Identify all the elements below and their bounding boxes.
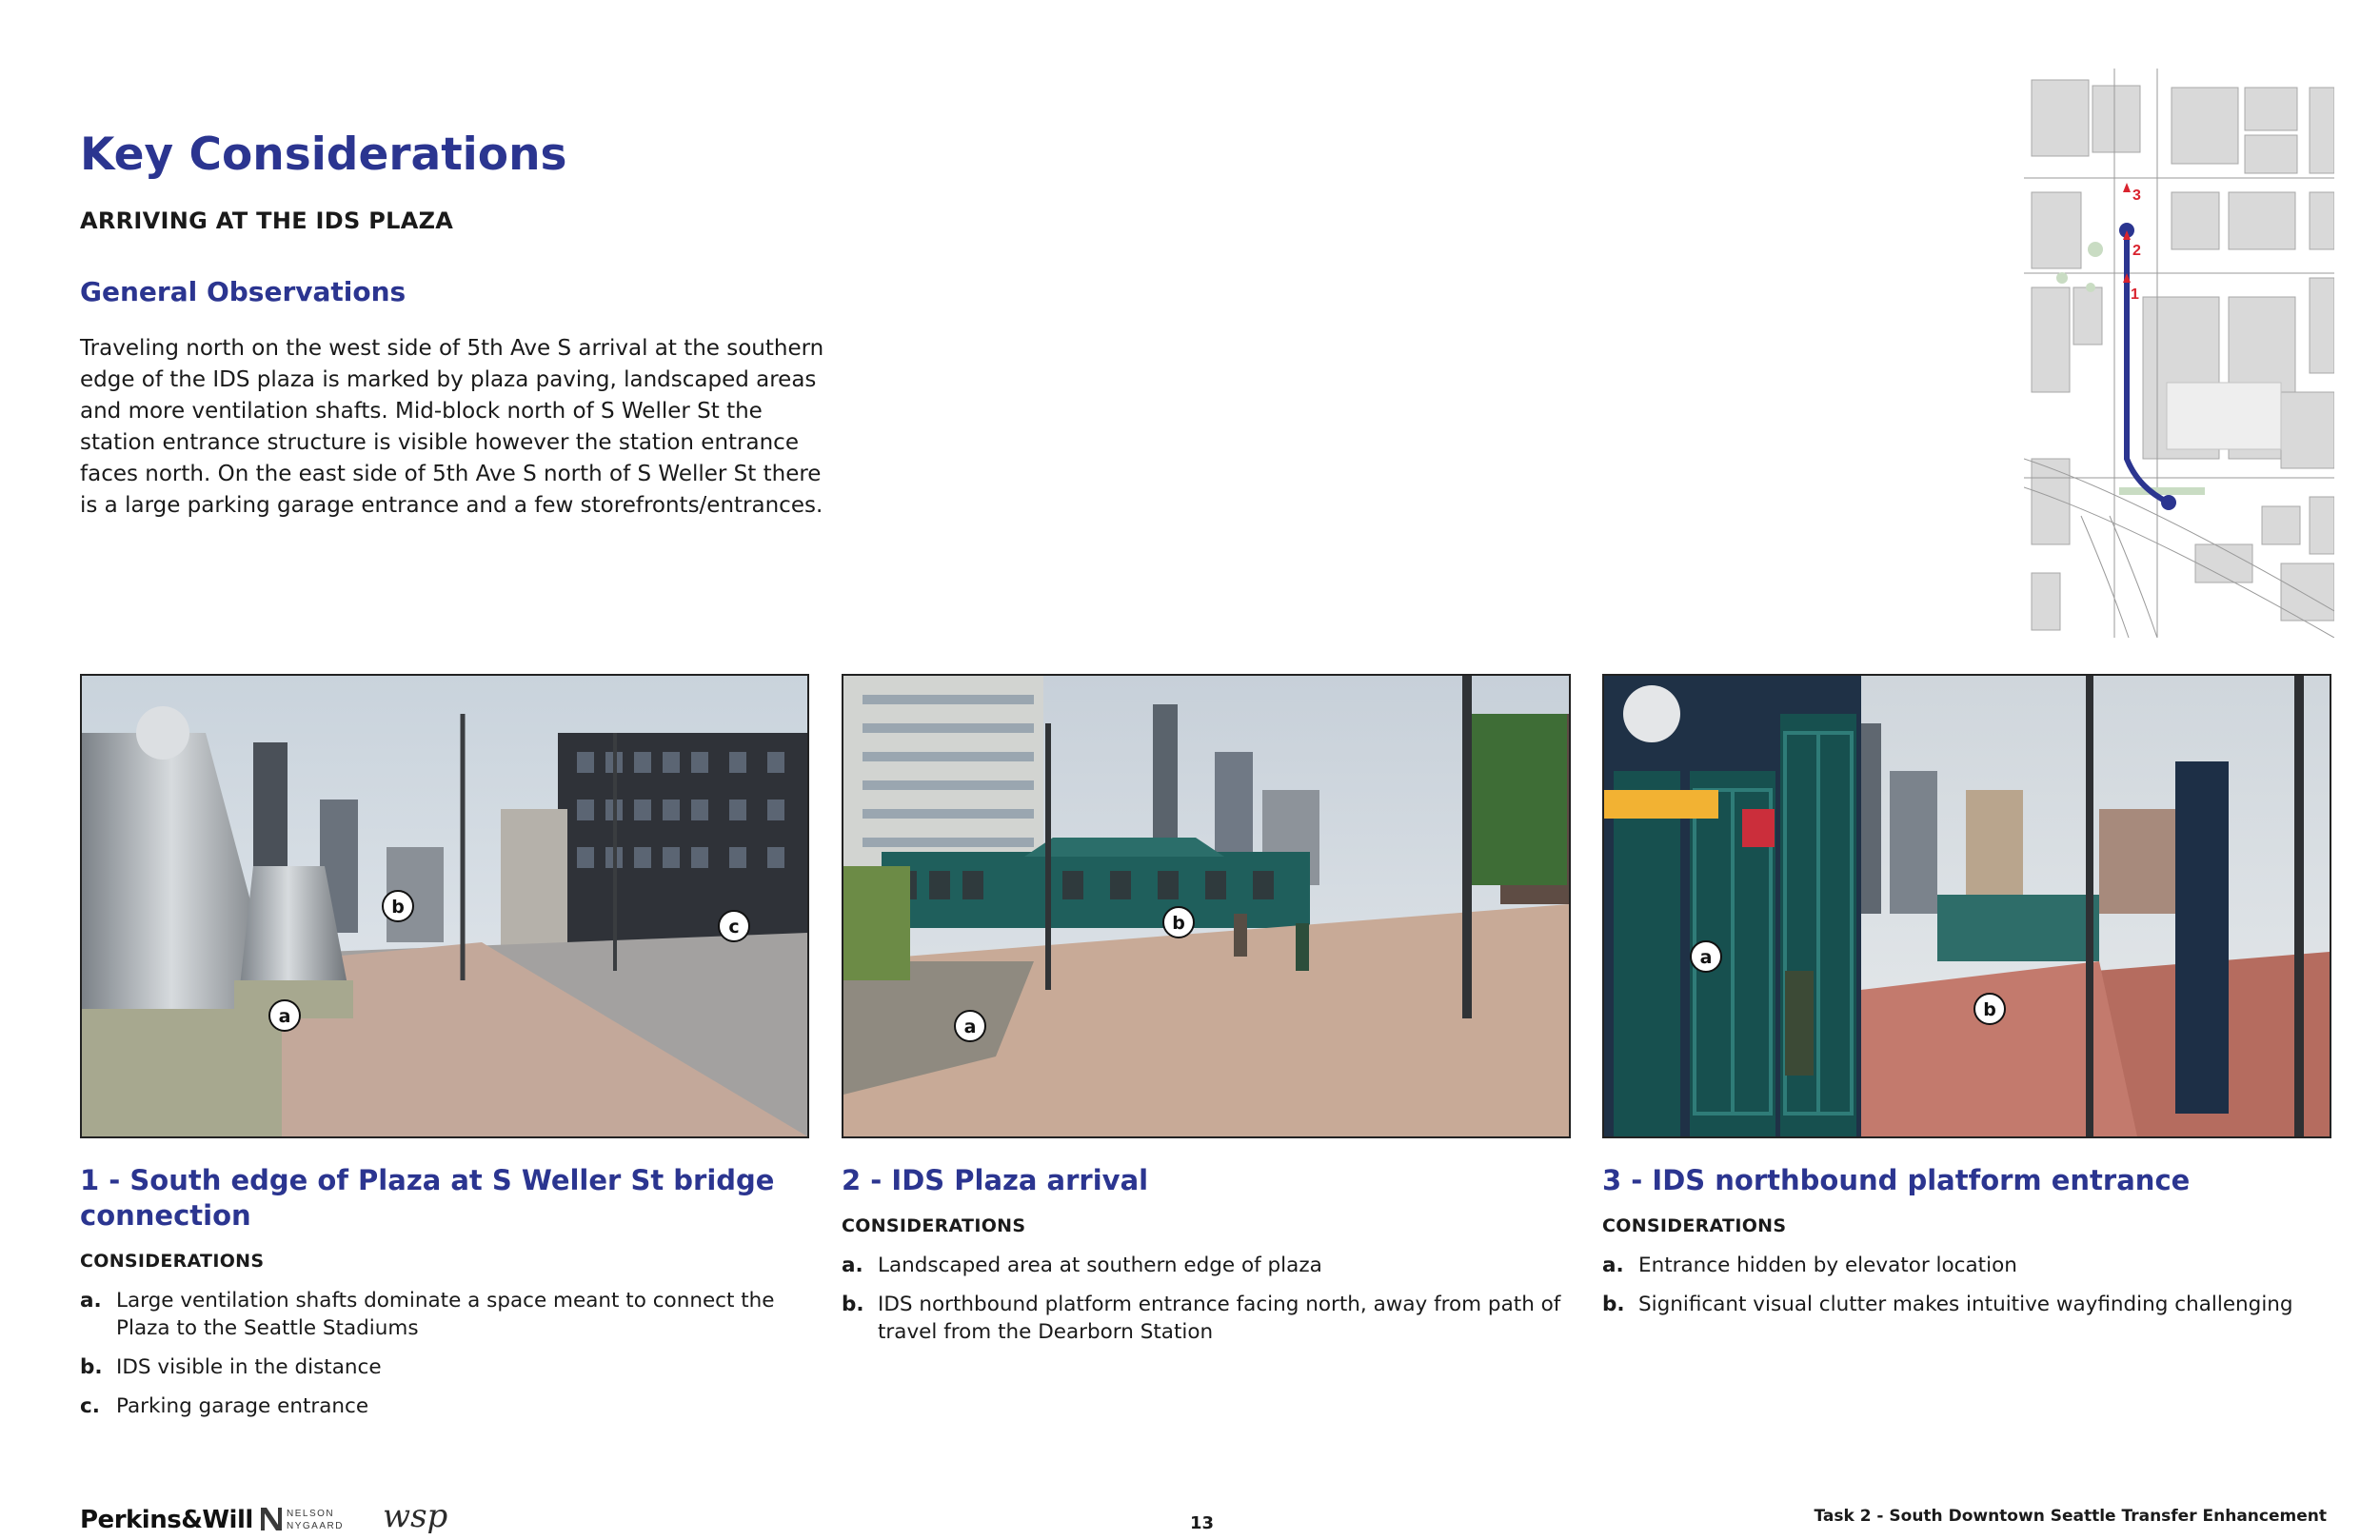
callout-a: a [268, 999, 301, 1032]
map-marker-1: 1 [2131, 286, 2139, 303]
caption-column-3 [1602, 1163, 2345, 1330]
considerations-label: CONSIDERATIONS [80, 1251, 265, 1272]
photo-3 [1602, 674, 2331, 1138]
page-number: 13 [1190, 1513, 1215, 1533]
svg-text:NELSON: NELSON [287, 1509, 335, 1519]
callout-b: b [1973, 993, 2006, 1025]
callout-a: a [954, 1010, 986, 1042]
consideration-item [80, 1287, 823, 1342]
perkins-will-logo: Perkins&Will [80, 1506, 253, 1534]
nelson-nygaard-logo [259, 1502, 354, 1534]
item-letter: b. [842, 1293, 864, 1316]
item-letter: b. [1602, 1293, 1625, 1316]
item-letter: a. [1602, 1254, 1624, 1277]
item-text: IDS visible in the distance [116, 1355, 382, 1379]
wsp-logo [383, 1500, 463, 1538]
consideration-item [80, 1353, 823, 1381]
caption-column-2 [842, 1163, 1584, 1357]
map-marker-3: 3 [2132, 188, 2141, 204]
svg-text:NYGAARD: NYGAARD [287, 1521, 344, 1531]
section-heading: General Observations [80, 276, 407, 307]
svg-text:wsp: wsp [383, 1500, 448, 1535]
caption-column-1 [80, 1163, 823, 1431]
consideration-item [1602, 1252, 2345, 1279]
site-map [2024, 69, 2334, 638]
callout-b: b [382, 890, 414, 922]
photo-2 [842, 674, 1571, 1138]
item-letter: a. [842, 1254, 863, 1277]
item-text: Entrance hidden by elevator location [1638, 1254, 2017, 1277]
photo-3-title: 3 - IDS northbound platform entrance [1602, 1164, 2191, 1196]
page-subtitle: ARRIVING AT THE IDS PLAZA [80, 207, 454, 234]
photo-1 [80, 674, 809, 1138]
item-letter: b. [80, 1355, 103, 1379]
callout-a: a [1690, 940, 1722, 973]
considerations-label: CONSIDERATIONS [1602, 1215, 1787, 1236]
callout-b: b [1162, 906, 1195, 938]
item-text: Significant visual clutter makes intuitive wayfinding challenging [1638, 1293, 2293, 1316]
footer-task-label: Task 2 - South Downtown Seattle Transfer Enhancement [1814, 1507, 2327, 1526]
consideration-item [1602, 1291, 2345, 1318]
observations-body: Traveling north on the west side of 5th Ave S arrival at the southern edge of the IDS plaza is marked by plaza paving, landscaped areas and more ventilation shafts. Mid-block north of S Weller St the station entrance structure is visible however the station entrance faces north. On the east side of 5th Ave S north of S Weller St there is a large parking garage entrance and a few storefronts/entrances. [80, 336, 824, 518]
callout-c: c [718, 910, 750, 942]
item-text: Landscaped area at southern edge of plaza [878, 1254, 1322, 1277]
item-text: IDS northbound platform entrance facing north, away from path of travel from the Dearborn Station [878, 1293, 1561, 1344]
photo-2-title: 2 - IDS Plaza arrival [842, 1164, 1149, 1196]
consideration-item [80, 1392, 823, 1420]
item-letter: a. [80, 1289, 102, 1313]
photo-1-title: 1 - South edge of Plaza at S Weller St bridge connection [80, 1164, 775, 1232]
consideration-item [842, 1291, 1584, 1346]
page-title: Key Considerations [80, 128, 567, 181]
item-text: Parking garage entrance [116, 1394, 369, 1418]
item-letter: c. [80, 1394, 100, 1418]
consideration-item [842, 1252, 1584, 1279]
item-text: Large ventilation shafts dominate a space meant to connect the Plaza to the Seattle Stadiums [116, 1289, 775, 1340]
considerations-label: CONSIDERATIONS [842, 1215, 1026, 1236]
map-marker-2: 2 [2132, 243, 2141, 259]
